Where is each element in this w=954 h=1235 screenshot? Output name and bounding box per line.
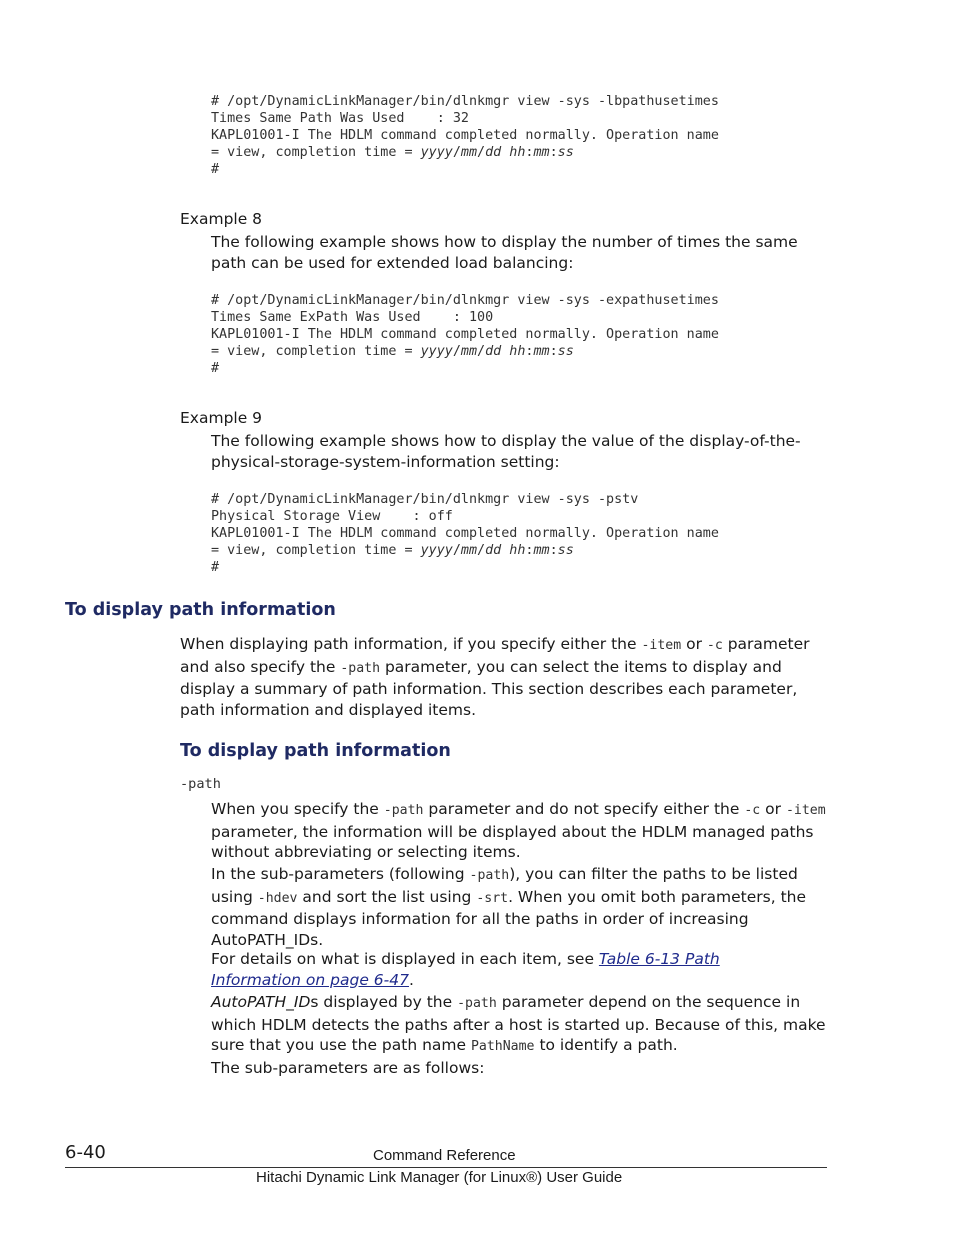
time-dd: dd	[485, 344, 502, 359]
time-min: mm	[533, 145, 550, 160]
param-text: and sort the list using	[297, 887, 477, 906]
example-8-label: Example 8	[180, 210, 263, 228]
code-c: -c	[744, 803, 761, 818]
intro-text: parameter, you can select the items to display and display a summary of path information. This section describes each parameter, path information and displayed items.	[180, 657, 798, 719]
time-hh: hh	[509, 145, 526, 160]
example-9-description: The following example shows how to display the value of the display-of-the-physical-storage-system-information setting:	[211, 432, 801, 471]
code-line: KAPL01001-I The HDLM command completed normally. Operation name	[211, 128, 719, 143]
param-text: When you specify the	[211, 800, 384, 818]
code-line: Times Same Path Was Used : 32	[211, 111, 469, 126]
param-text: ), you can filter the paths to be listed using	[211, 865, 798, 906]
code-path: -path	[469, 868, 510, 883]
code-line: KAPL01001-I The HDLM command completed normally. Operation name	[211, 526, 719, 541]
intro-text: or	[681, 635, 707, 653]
time-min: mm	[533, 344, 550, 359]
param-text: For details on what is displayed in each item, see	[211, 950, 599, 968]
time-mm: mm	[460, 344, 478, 359]
code-line: KAPL01001-I The HDLM command completed normally. Operation name	[211, 327, 719, 342]
code-line: # /opt/DynamicLinkManager/bin/dlnkmgr view -sys -pstv	[211, 492, 639, 507]
param-paragraph-5: The sub-parameters are as follows:	[211, 1059, 485, 1077]
footer-guide-title: Hitachi Dynamic Link Manager (for Linux®) User Guide	[256, 1169, 623, 1186]
code-hdev: -hdev	[257, 890, 298, 906]
code-item: -item	[785, 803, 826, 818]
param-text: or	[760, 800, 786, 818]
footer-page-number: 6-40	[65, 1142, 106, 1163]
time-ss: ss	[557, 344, 574, 359]
param-text: to identify a path.	[534, 1036, 678, 1055]
code-line: #	[211, 560, 220, 575]
time-mm: mm	[460, 543, 478, 558]
param-paragraph-3	[211, 949, 811, 990]
code-line: #	[211, 162, 220, 177]
code-srt: -srt	[476, 890, 509, 906]
time-hh: hh	[509, 543, 526, 558]
code-line: # /opt/DynamicLinkManager/bin/dlnkmgr view -sys -lbpathusetimes	[211, 94, 719, 109]
param-name: -path	[180, 776, 221, 792]
code-block-expathusetimes: # /opt/DynamicLinkManager/bin/dlnkmgr view -sys -expathusetimes Times Same ExPath Was Used : 100 KAPL01001-I The HDLM command completed normally. Operation name = view, completion time = yyyy/mm/dd hh:mm:ss #	[211, 293, 719, 376]
code-line: Physical Storage View : off	[211, 509, 453, 524]
code-path: -path	[457, 996, 497, 1011]
autopath-id-term: AutoPATH_ID	[211, 993, 311, 1011]
code-pathname: PathName	[470, 1039, 535, 1055]
code-block-pstv: # /opt/DynamicLinkManager/bin/dlnkmgr view -sys -pstv Physical Storage View : off KAPL01001-I The HDLM command completed normally. Operation name = view, completion time = yyyy/mm/dd hh:mm:ss #	[211, 492, 719, 575]
param-text: . When you omit both parameters, the command displays information for all the paths in order of increasing AutoPATH_IDs.	[211, 887, 807, 949]
param-text: parameter and do not specify either the	[423, 800, 745, 818]
example-8-description: The following example shows how to display the number of times the same path can be used for extended load balancing:	[211, 233, 798, 272]
time-ss: ss	[557, 145, 574, 160]
example-9-label: Example 9	[180, 409, 263, 427]
code-line: #	[211, 361, 220, 376]
intro-paragraph	[180, 634, 825, 720]
param-text: s displayed by the	[310, 993, 458, 1011]
table-cross-reference-link[interactable]: Table 6-13 Path Information on page 6-47	[211, 950, 720, 989]
param-text: .	[408, 970, 414, 989]
param-text: In the sub-parameters (following	[211, 865, 470, 883]
code-path: -path	[383, 803, 424, 818]
code-c: -c	[706, 638, 723, 653]
intro-text: When displaying path information, if you specify either the	[180, 635, 642, 653]
time-dd: dd	[485, 543, 502, 558]
time-hh: hh	[509, 344, 526, 359]
param-text: parameter depend on the sequence in which HDLM detects the paths after a host is started up. Because of this, make sure that you use the path name	[211, 993, 826, 1055]
code-line: Times Same ExPath Was Used : 100	[211, 310, 494, 325]
time-ss: ss	[557, 543, 574, 558]
code-item: -item	[641, 638, 682, 653]
code-line: = view, completion time =	[211, 543, 421, 558]
time-dd: dd	[485, 145, 502, 160]
time-mm: mm	[460, 145, 478, 160]
code-path: -path	[340, 660, 381, 676]
section-heading: To display path information	[65, 600, 336, 620]
time-yyyy: yyyy	[420, 145, 453, 160]
subsection-heading: To display path information	[180, 741, 451, 761]
param-paragraph-1	[211, 799, 831, 863]
param-paragraph-2	[211, 864, 826, 950]
param-text: parameter, the information will be displayed about the HDLM managed paths without abbreviating or selecting items.	[211, 822, 814, 862]
time-min: mm	[533, 543, 550, 558]
param-paragraph-4	[211, 992, 831, 1058]
footer-chapter-title: Command Reference	[373, 1147, 516, 1164]
code-line: = view, completion time =	[211, 145, 421, 160]
footer-divider	[65, 1167, 827, 1168]
intro-text: parameter and also specify the	[180, 635, 810, 676]
code-block-lbpathusetimes: # /opt/DynamicLinkManager/bin/dlnkmgr view -sys -lbpathusetimes Times Same Path Was Used : 32 KAPL01001-I The HDLM command completed normally. Operation name = view, completion time = yyyy/mm/dd hh:mm:ss #	[211, 94, 719, 177]
code-line: # /opt/DynamicLinkManager/bin/dlnkmgr view -sys -expathusetimes	[211, 293, 719, 308]
code-line: = view, completion time =	[211, 344, 421, 359]
time-yyyy: yyyy	[420, 543, 453, 558]
time-yyyy: yyyy	[420, 344, 453, 359]
